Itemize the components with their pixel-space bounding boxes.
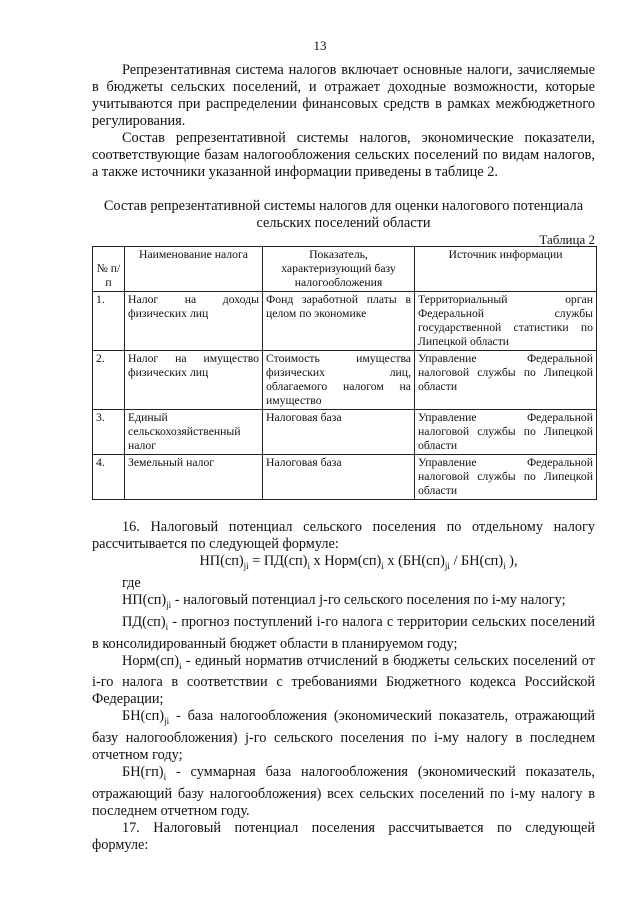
header-indicator: Показатель, характеризующий базу налогообложения: [263, 247, 415, 292]
table-row: [93, 351, 597, 410]
row-indicator: Стоимость имущества физических лиц, облагаемого налогом на имущество: [263, 351, 415, 410]
row-number: 3.: [93, 410, 125, 455]
definition-norm-text: - единый норматив отчислений в бюджеты сельских поселений от i-го налога в соответствии с требованиями Бюджетного кодекса Российской Федерации;: [92, 652, 595, 708]
row-tax-name: Налог на доходы физических лиц: [125, 292, 263, 351]
row-tax-name: Земельный налог: [125, 455, 263, 500]
tax-system-table: [92, 246, 597, 500]
definition-np: $НП(сп)_{ji}$ - налоговый потенциал j-го сельского поселения по i-му налогу;: [122, 591, 566, 610]
table-caption: Состав репрезентативной системы налогов для оценки налогового потенциала сельских поселений области: [103, 198, 584, 231]
intro-paragraph-1: Репрезентативная система налогов включает основные налоги, зачисляемые в бюджеты сельских поселений, и отражает доходные возможности, которые учитываются при распределении финансовых средств в рамках межбюджетного регулирования.: [92, 62, 595, 129]
header-number: № п/п: [93, 247, 125, 292]
table-row: [93, 410, 597, 455]
page-number: 13: [313, 38, 327, 53]
row-source: Управление Федеральной налоговой службы по Липецкой области: [415, 351, 597, 410]
intro-text: [92, 62, 595, 181]
row-source: Территориальный орган Федеральной службы государственной статистики по Липецкой области: [415, 292, 597, 351]
row-number: 1.: [93, 292, 125, 351]
definition-bn-total: $БН(гп)_i$ - суммарная база налогообложения (экономический показатель, отражающий базу налогообложения) всех сельских поселений по i-му налогу в последнем отчетном году.: [92, 764, 595, 820]
row-tax-name: Налог на имущество физических лиц: [125, 351, 263, 410]
formula-tax-potential: $НП(сп)_{ji} = ПД(сп)_i$ x $Норм(сп)_i$ x ($БН(сп)_{ji} / БН(сп)_i$ ),: [199, 553, 518, 571]
row-indicator: Налоговая база: [263, 410, 415, 455]
section-16-heading: 16. Налоговый потенциал сельского поселения по отдельному налогу рассчитывается по следующей формуле:: [92, 519, 595, 552]
definition-bn-j-text: - база налогообложения (экономический показатель, отражающий базу налогообложения) j-го сельского поселения по i-му налогу в последнем отчетном году;: [92, 708, 596, 764]
definition-norm: $Норм(сп)_i$ - единый норматив отчислений в бюджеты сельских поселений от i-го налога в соответствии с требованиями Бюджетного кодекса Российской Федерации;: [92, 652, 595, 708]
definition-pd-text: - прогноз поступлений i-го налога с территории сельских поселений в консолидированный бюджет области в планируемом году;: [92, 613, 596, 652]
where-label: где: [122, 574, 141, 591]
intro-paragraph-2: Состав репрезентативной системы налогов, экономические показатели, соответствующие базам налогообложения сельских поселений по видам налогов, а также источники указанной информации приведены в таблице 2.: [92, 130, 595, 180]
row-number: 4.: [93, 455, 125, 500]
row-source: Управление Федеральной налоговой службы по Липецкой области: [415, 410, 597, 455]
row-source: Управление Федеральной налоговой службы по Липецкой области: [415, 455, 597, 500]
header-tax-name: Наименование налога: [125, 247, 263, 292]
row-indicator: Налоговая база: [263, 455, 415, 500]
table-header-row: [93, 247, 597, 292]
row-number: 2.: [93, 351, 125, 410]
definition-pd: $ПД(сп)_i$ - прогноз поступлений i-го налога с территории сельских поселений в консолидированный бюджет области в планируемом году;: [92, 613, 596, 652]
definition-bn-j: $БН(сп)_{ji}$ - база налогообложения (экономический показатель, отражающий базу налогообложения) j-го сельского поселения по i-му налогу в последнем отчетном году;: [92, 708, 596, 764]
definition-bn-total-text: - суммарная база налогообложения (экономический показатель, отражающий базу налогообложения) всех сельских поселений по i-му налогу в последнем отчетном году.: [92, 764, 595, 820]
header-source: Источник информации: [415, 247, 597, 292]
table-label: Таблица 2: [539, 232, 595, 247]
table-row: [93, 292, 597, 351]
section-16: [92, 519, 595, 854]
definition-np-text: - налоговый потенциал j-го сельского поселения по i-му налогу;: [174, 591, 566, 608]
row-indicator: Фонд заработной платы в целом по экономике: [263, 292, 415, 351]
row-tax-name: Единый сельскохозяйственный налог: [125, 410, 263, 455]
section-17-heading: 17. Налоговый потенциал поселения рассчитывается по следующей формуле:: [92, 820, 595, 854]
table-row: [93, 455, 597, 500]
